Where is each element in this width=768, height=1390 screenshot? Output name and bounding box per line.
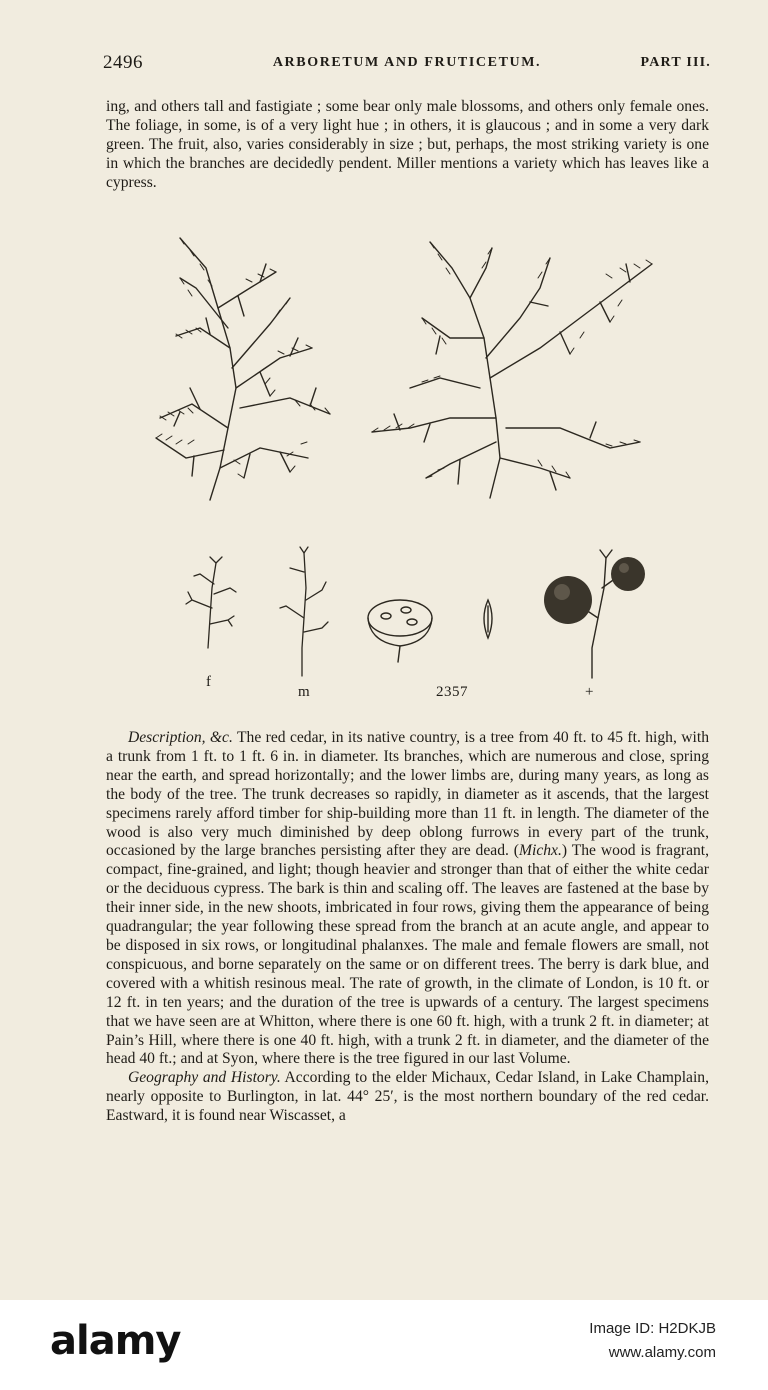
footer-bar <box>0 1300 768 1390</box>
top-paragraph <box>106 98 709 193</box>
berry-section-drawing <box>368 600 432 662</box>
alamy-logo: alamy <box>50 1318 181 1364</box>
right-branch-drawing <box>372 242 652 498</box>
left-foliage-texture <box>156 238 330 478</box>
shoot-m-drawing <box>280 547 328 676</box>
label-f: f <box>206 674 211 690</box>
figure-number: 2357 <box>436 684 468 700</box>
shoot-f-drawing <box>186 557 236 648</box>
botanical-illustration <box>140 228 680 708</box>
part-label: PART III. <box>640 55 711 70</box>
description-text-cont: ) The wood is fragrant, compact, fine-grained, and light; though heavier and stronger than that of either the white cedar or the deciduous cypress. The bark is thin and scaling off. The leaves are fastened at the base by their inner side, in the new shoots, imbricated in four rows, giving them the appearance of being quadrangular; the year following these spread from the branch at an acute angle, and appear to be disposed in six rows, or longitudinal phalanxes. The male and female flowers are small, not conspicuous, and borne separately on the same or on different trees. The berry is dark blue, and covered with a whitish resinous meal. The rate of growth, in the climate of London, is 10 ft. or 12 ft. in ten years; and the duration of the tree is upwards of a century. The largest specimens that we have seen are at Whitton, where there is one 60 ft. high, with a trunk 2 ft. in diameter; at Pain’s Hill, where there is one 40 ft. high, with a trunk 2 ft. in diameter, and the diameter of the head 40 ft.; and at Syon, where there is the tree figured in our last Volume. <box>106 842 710 1068</box>
geography-heading: Geography and History. <box>128 1069 281 1087</box>
page-header <box>103 52 711 76</box>
left-branch-drawing <box>156 238 330 500</box>
geography-text: According to the elder Michaux, Cedar Island, in Lake Champlain, nearly opposite to Burlington, in lat. 44° 25′, is the most northern boundary of the red cedar. Eastward, it is found near Wiscasset, a <box>106 1069 709 1125</box>
right-foliage-texture <box>372 242 652 478</box>
figure-2357 <box>140 228 680 708</box>
body-text <box>106 729 709 1126</box>
description-heading: Description, &c. <box>128 729 233 746</box>
label-m: m <box>298 684 310 700</box>
site-url: www.alamy.com <box>608 1344 716 1361</box>
geography-paragraph <box>106 1069 709 1126</box>
top-paragraph-text: ing, and others tall and fastigiate ; some bear only male blossoms, and others only female ones. The foliage, in some, is of a very light hue ; in others, it is glaucous ; and in some a very dark green. The fruit, also, varies considerably in size ; but, perhaps, the most striking variety is one in which the branches are decidedly pendent. Miller mentions a variety which has leaves like a cypress. <box>106 98 709 191</box>
description-citation: Michx. <box>519 842 562 860</box>
seed-drawing <box>484 600 492 638</box>
page-number: 2496 <box>103 52 143 73</box>
label-dagger: + <box>585 684 594 700</box>
description-paragraph <box>106 729 709 1069</box>
image-id: Image ID: H2DKJB <box>589 1320 716 1337</box>
running-title: ARBORETUM AND FRUTICETUM. <box>272 55 542 70</box>
description-text: The red cedar, in its native country, is a tree from 40 ft. to 45 ft. high, with a trunk from 1 ft. to 1 ft. 6 in. in diameter. Its branches, which are numerous and close, spring near the earth, and spread horizontally; and the lower limbs are, during many years, as long as the body of the tree. The trunk decreases so rapidly, in diameter as it ascends, that the largest specimens rarely afford timber for ship-building more than 11 ft. in length. The diameter of the wood is also very much diminished by deep oblong furrows in every part of the trunk, occasioned by the large branches persisting after they are dead. ( <box>106 729 710 860</box>
berries <box>544 557 645 624</box>
